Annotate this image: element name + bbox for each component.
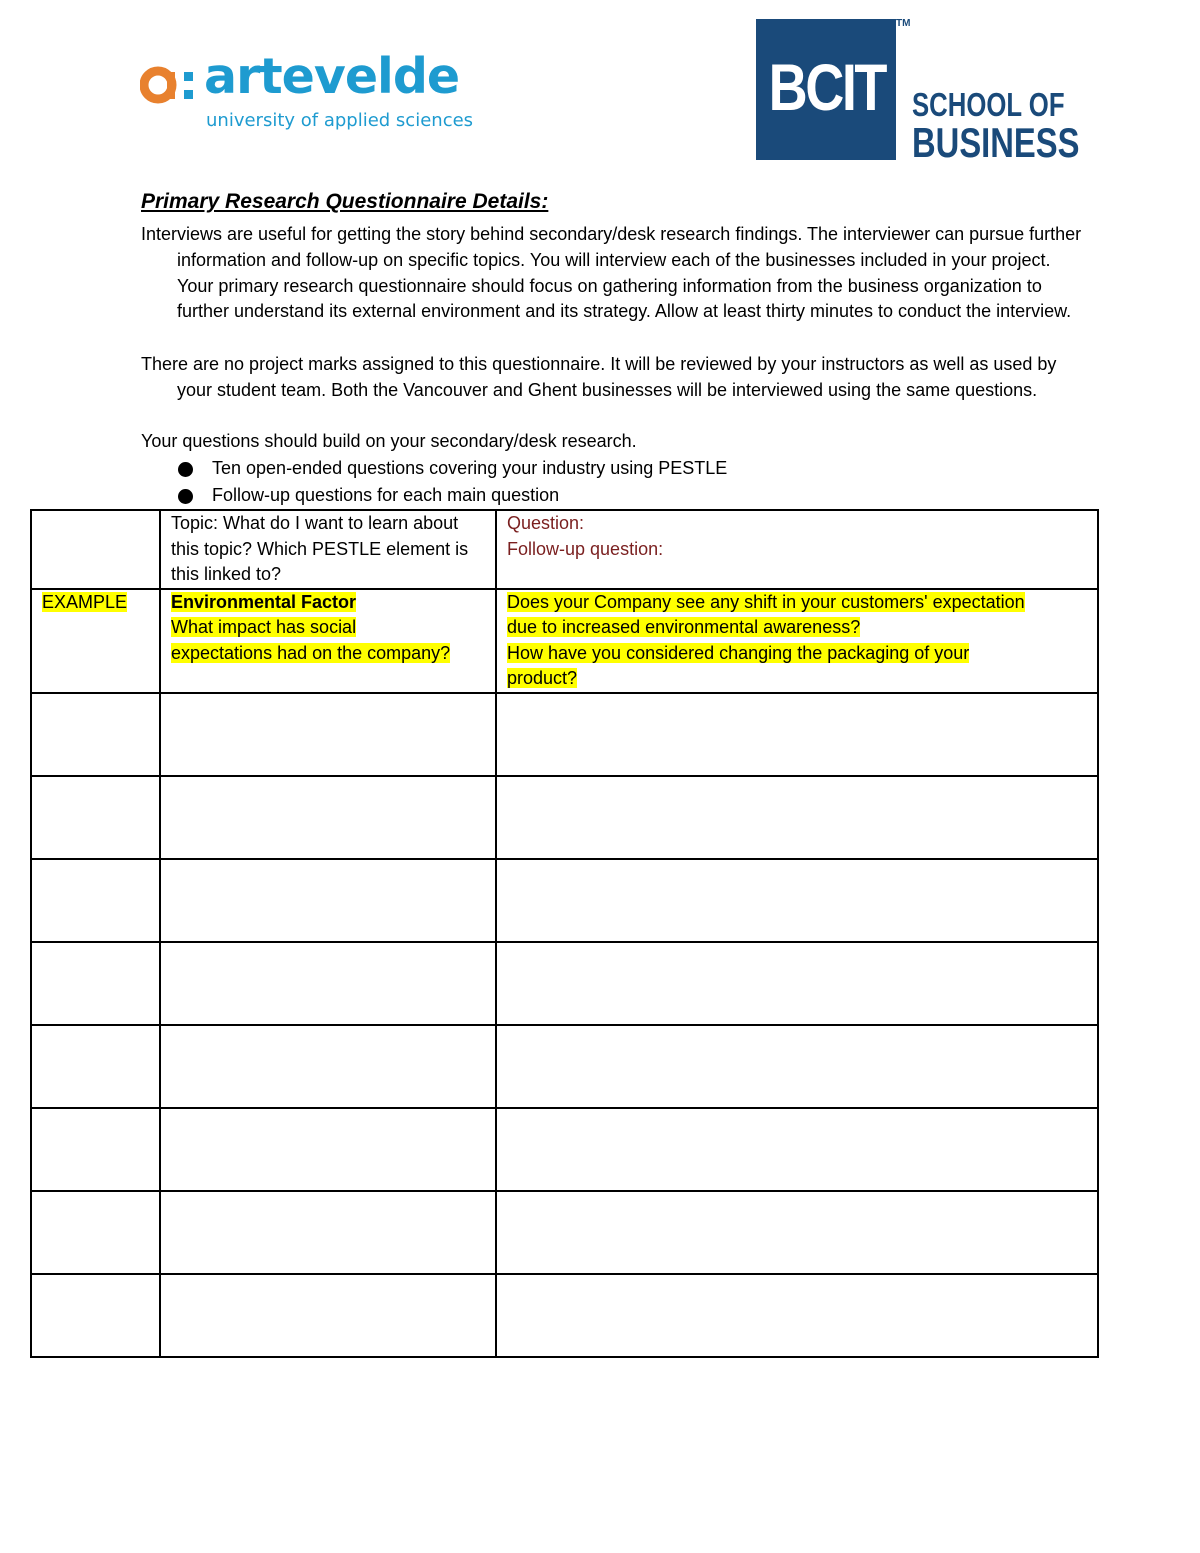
topic-cell[interactable] (160, 1108, 496, 1191)
topic-cell[interactable] (160, 1274, 496, 1357)
bullet-icon (178, 489, 193, 504)
list-item: Ten open-ended questions covering your industry using PESTLE (176, 455, 727, 482)
label-cell[interactable] (31, 1025, 160, 1108)
table-row (31, 1025, 1098, 1108)
label-cell[interactable] (31, 1108, 160, 1191)
header-cell-topic: Topic: What do I want to learn about this topic? Which PESTLE element is this linked to? (160, 510, 496, 589)
table-row (31, 1108, 1098, 1191)
bullet-list (176, 455, 727, 508)
example-question-cell (496, 589, 1098, 693)
paragraph-marks: There are no project marks assigned to this questionnaire. It will be reviewed by your instructors as well as used by your student team. Both the Vancouver and Ghent businesses will be interviewed using the same questions. (141, 354, 1057, 400)
example-followup-line: product? (507, 668, 578, 688)
artevelde-logo (140, 48, 474, 142)
topic-cell[interactable] (160, 1025, 496, 1108)
bcit-trademark: TM (896, 18, 911, 29)
bcit-business: BUSINESS (912, 119, 1080, 166)
example-question-line: due to increased environmental awareness? (507, 617, 861, 637)
question-cell[interactable] (496, 1274, 1098, 1357)
example-label: EXAMPLE (42, 591, 128, 612)
example-question-line: Does your Company see any shift in your customers' expectation (507, 591, 1025, 612)
artevelde-wordmark: artevelde (204, 48, 460, 105)
header-followup-label: Follow-up question: (507, 538, 664, 559)
table-row (31, 859, 1098, 942)
bullet-icon (178, 462, 193, 477)
question-cell[interactable] (496, 776, 1098, 859)
label-cell[interactable] (31, 693, 160, 776)
table-row (31, 693, 1098, 776)
label-cell[interactable] (31, 1191, 160, 1274)
topic-cell[interactable] (160, 693, 496, 776)
paragraph-interviews: Interviews are useful for getting the story behind secondary/desk research findings. The interviewer can pursue further information and follow-up on specific topics. You will interview each of the businesses included in your project. Your primary research questionnaire should focus on gathering information from the business organization to further understand its external environment and its strategy. Allow at least thirty minutes to conduct the interview. (141, 224, 1082, 322)
topic-cell[interactable] (160, 859, 496, 942)
question-cell[interactable] (496, 693, 1098, 776)
blank-rows (31, 693, 1098, 1357)
page-title: Primary Research Questionnaire Details: (141, 190, 549, 213)
question-cell[interactable] (496, 859, 1098, 942)
questionnaire-table (30, 509, 1099, 1358)
example-label-cell (31, 589, 160, 693)
topic-cell[interactable] (160, 942, 496, 1025)
table-header-row (31, 510, 1098, 589)
header-cell-label (31, 510, 160, 589)
table-row (31, 1191, 1098, 1274)
question-cell[interactable] (496, 942, 1098, 1025)
table-row (31, 942, 1098, 1025)
paragraph-build: Your questions should build on your secondary/desk research. (141, 431, 637, 451)
header-cell-question (496, 510, 1098, 589)
label-cell[interactable] (31, 776, 160, 859)
topic-cell[interactable] (160, 776, 496, 859)
question-cell[interactable] (496, 1191, 1098, 1274)
example-factor: Environmental Factor (171, 591, 357, 612)
question-cell[interactable] (496, 1025, 1098, 1108)
label-cell[interactable] (31, 859, 160, 942)
bcit-school-of: SCHOOL OF (912, 86, 1065, 123)
topic-cell[interactable] (160, 1191, 496, 1274)
example-topic-line: What impact has social (171, 617, 357, 637)
bcit-logo-box (756, 19, 896, 160)
label-cell[interactable] (31, 942, 160, 1025)
table-row (31, 776, 1098, 859)
table-row (31, 1274, 1098, 1357)
artevelde-mark-icon (140, 58, 200, 118)
bcit-wordmark: BCIT (768, 50, 886, 124)
example-followup-line: How have you considered changing the packaging of your (507, 642, 970, 663)
label-cell[interactable] (31, 1274, 160, 1357)
list-item: Follow-up questions for each main question (176, 482, 727, 509)
example-topic-line: expectations had on the company? (171, 642, 451, 663)
header-question-label: Question: (507, 513, 585, 533)
example-topic-cell (160, 589, 496, 693)
artevelde-tagline: university of applied sciences (206, 110, 474, 131)
table-row-example (31, 589, 1098, 693)
question-cell[interactable] (496, 1108, 1098, 1191)
